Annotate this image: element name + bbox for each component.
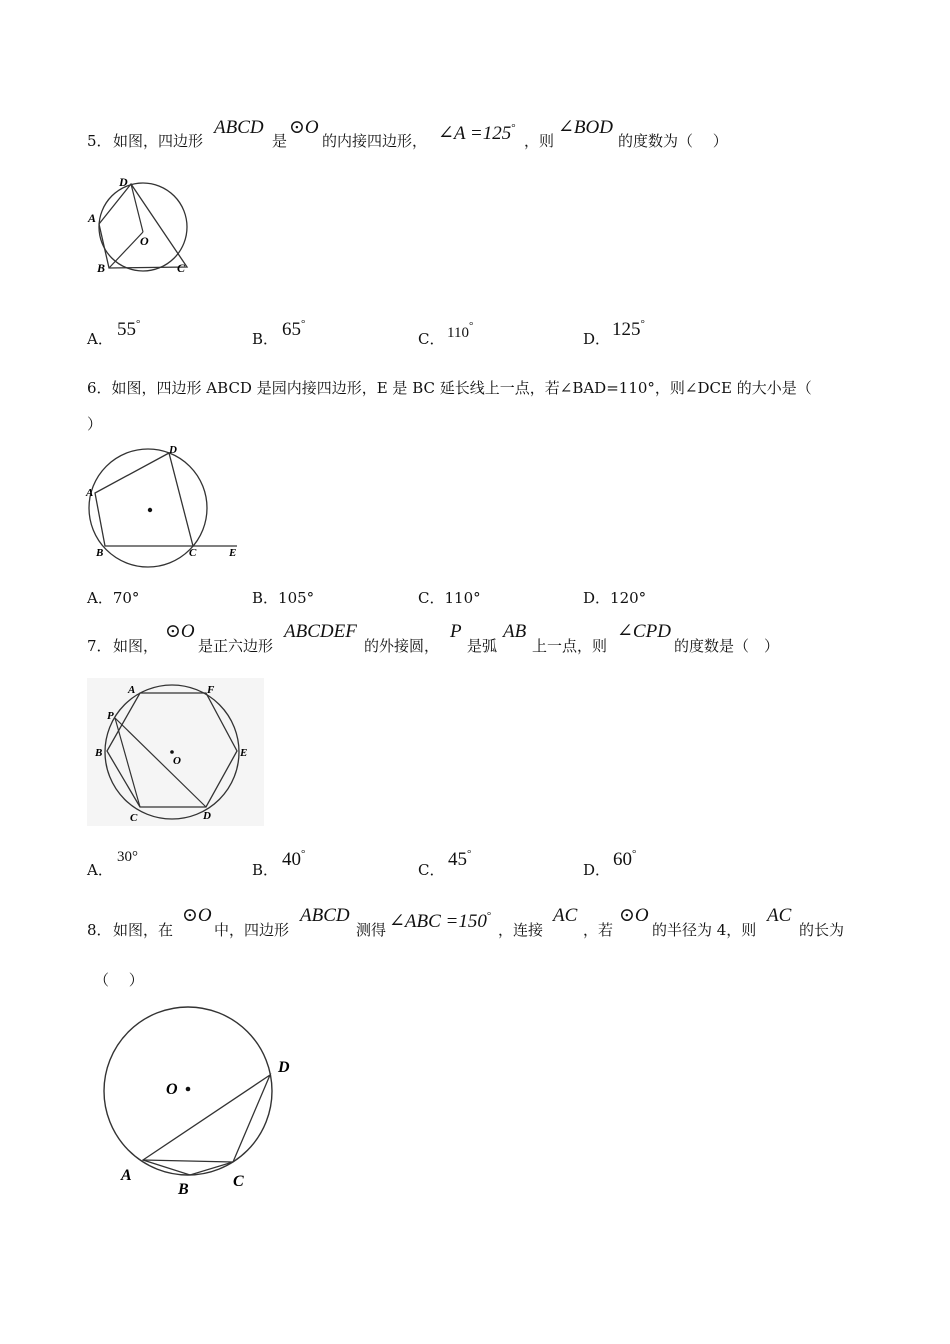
- q6-figure: [85, 442, 245, 567]
- q7-figure: [87, 678, 264, 826]
- q5-label-d: D: [119, 175, 128, 189]
- q8-number: 8．: [87, 921, 112, 939]
- q5-text-1: 如图，四边形: [113, 132, 204, 150]
- q7-number: 7．: [87, 637, 112, 655]
- q7-label-d: D: [203, 810, 211, 822]
- q7-option-b-value: 40°: [282, 848, 306, 870]
- q8-label-c: C: [233, 1173, 244, 1190]
- q7-label-o: O: [173, 755, 181, 767]
- q6-center-dot: [148, 508, 152, 512]
- q8-center-dot: [186, 1087, 191, 1092]
- q6-label-a: A: [86, 487, 94, 499]
- q5-text-3: 的内接四边形，: [322, 132, 428, 150]
- q7-label-b: B: [95, 747, 103, 759]
- q5-option-c-value: 110°: [447, 320, 474, 341]
- q7-math-p: P: [450, 621, 462, 642]
- q7-label-e: E: [240, 747, 248, 759]
- q5-option-b-value: 65°: [282, 318, 306, 340]
- q8-text-1: 如图，在: [113, 921, 174, 939]
- q5-math-angle-a: ∠A =125°: [438, 122, 516, 144]
- q5-segment-ob: [109, 232, 143, 268]
- q5-text-2: 是: [272, 132, 288, 150]
- q5-text-4: ，则: [524, 132, 555, 150]
- q6-label-e: E: [229, 547, 237, 559]
- q6-label-c: C: [189, 547, 197, 559]
- q7-label-p: P: [107, 710, 114, 722]
- q7-center-dot: [170, 750, 174, 754]
- q7-option-d-value: 60°: [613, 848, 637, 870]
- q8-text-6: 的半径为 4，则: [652, 921, 757, 939]
- q8-label-b: B: [178, 1181, 189, 1198]
- q8-math-ac-2: AC: [767, 905, 792, 926]
- q8-math-ac-1: AC: [553, 905, 578, 926]
- q7-text-6: 的度数是（ ）: [674, 637, 780, 655]
- q5-figure: [85, 172, 195, 277]
- q7-option-b-letter: B．: [252, 861, 279, 879]
- q5-option-a-value: 55°: [117, 318, 141, 340]
- q5-label-c: C: [177, 261, 186, 275]
- q5-circle: [99, 183, 187, 271]
- q5-option-d-letter: D．: [583, 330, 611, 348]
- q7-option-c-value: 45°: [448, 848, 472, 870]
- q6-label-b: B: [96, 547, 104, 559]
- q5-text-5: 的度数为（ ）: [618, 132, 728, 150]
- q8-text-5: ，若: [583, 921, 614, 939]
- q8-label-o: O: [166, 1081, 178, 1098]
- q8-math-circle-o-1: ⊙O: [182, 905, 212, 926]
- q8-text-line2: （ ）: [94, 971, 144, 989]
- q7-label-f: F: [207, 684, 215, 696]
- q6-quadrilateral: [95, 453, 193, 546]
- q7-math-circle-o: ⊙O: [165, 621, 195, 642]
- q5-label-a: A: [88, 211, 97, 225]
- q6-option-a: A．70°: [87, 589, 140, 607]
- q5-option-c-letter: C．: [418, 330, 445, 348]
- q7-text-3: 的外接圆，: [364, 637, 440, 655]
- q5-option-a-letter: A．: [87, 330, 113, 348]
- q7-text-1: 如图，: [113, 637, 159, 655]
- q5-math-angle-bod: ∠BOD: [558, 117, 613, 138]
- q6-text-line1: 6．如图，四边形 ABCD 是园内接四边形，E 是 BC 延长线上一点，若∠BAD=110°，则∠DCE 的大小是（: [87, 379, 812, 397]
- q7-text-2: 是正六边形: [198, 637, 274, 655]
- q8-math-abcd: ABCD: [300, 905, 350, 926]
- q7-math-angle-cpd: ∠CPD: [617, 621, 671, 642]
- q6-option-b: B．105°: [252, 589, 315, 607]
- q7-label-c: C: [130, 812, 138, 824]
- q8-figure: [100, 1003, 305, 1203]
- q7-figure-background: [87, 678, 264, 826]
- q6-option-c: C．110°: [418, 589, 481, 607]
- q7-math-abcdef: ABCDEF: [284, 621, 357, 642]
- q5-math-circle-o: ⊙O: [289, 117, 319, 138]
- q8-math-angle-abc: ∠ABC =150°: [389, 910, 492, 932]
- q8-text-7: 的长为: [799, 921, 845, 939]
- q8-text-2: 中，四边形: [214, 921, 290, 939]
- q8-text-4: ，连接: [498, 921, 544, 939]
- q6-label-d: D: [169, 444, 177, 456]
- q5-label-b: B: [97, 261, 106, 275]
- q5-label-o: O: [140, 234, 149, 248]
- q5-segment-do: [131, 184, 143, 232]
- q5-quadrilateral: [99, 184, 187, 268]
- q7-option-a-value: 30°: [117, 849, 138, 865]
- q8-text-3: 测得: [356, 921, 387, 939]
- q7-math-ab: AB: [503, 621, 527, 642]
- q7-text-4: 是弧: [467, 637, 498, 655]
- q5-math-abcd: ABCD: [214, 117, 264, 138]
- q7-option-c-letter: C．: [418, 861, 445, 879]
- q6-text-line2: ）: [87, 415, 103, 433]
- q8-math-circle-o-2: ⊙O: [619, 905, 649, 926]
- q5-option-d-value: 125°: [612, 318, 645, 340]
- q7-option-a-letter: A．: [87, 861, 113, 879]
- q8-segment-ac: [143, 1160, 233, 1162]
- q5-option-b-letter: B．: [252, 330, 279, 348]
- q8-label-d: D: [278, 1059, 290, 1076]
- q6-option-d: D．120°: [583, 589, 647, 607]
- q8-label-a: A: [121, 1167, 132, 1184]
- q5-number: 5．: [87, 132, 112, 150]
- q7-text-5: 上一点，则: [532, 637, 608, 655]
- q7-option-d-letter: D．: [583, 861, 611, 879]
- q7-label-a: A: [128, 684, 136, 696]
